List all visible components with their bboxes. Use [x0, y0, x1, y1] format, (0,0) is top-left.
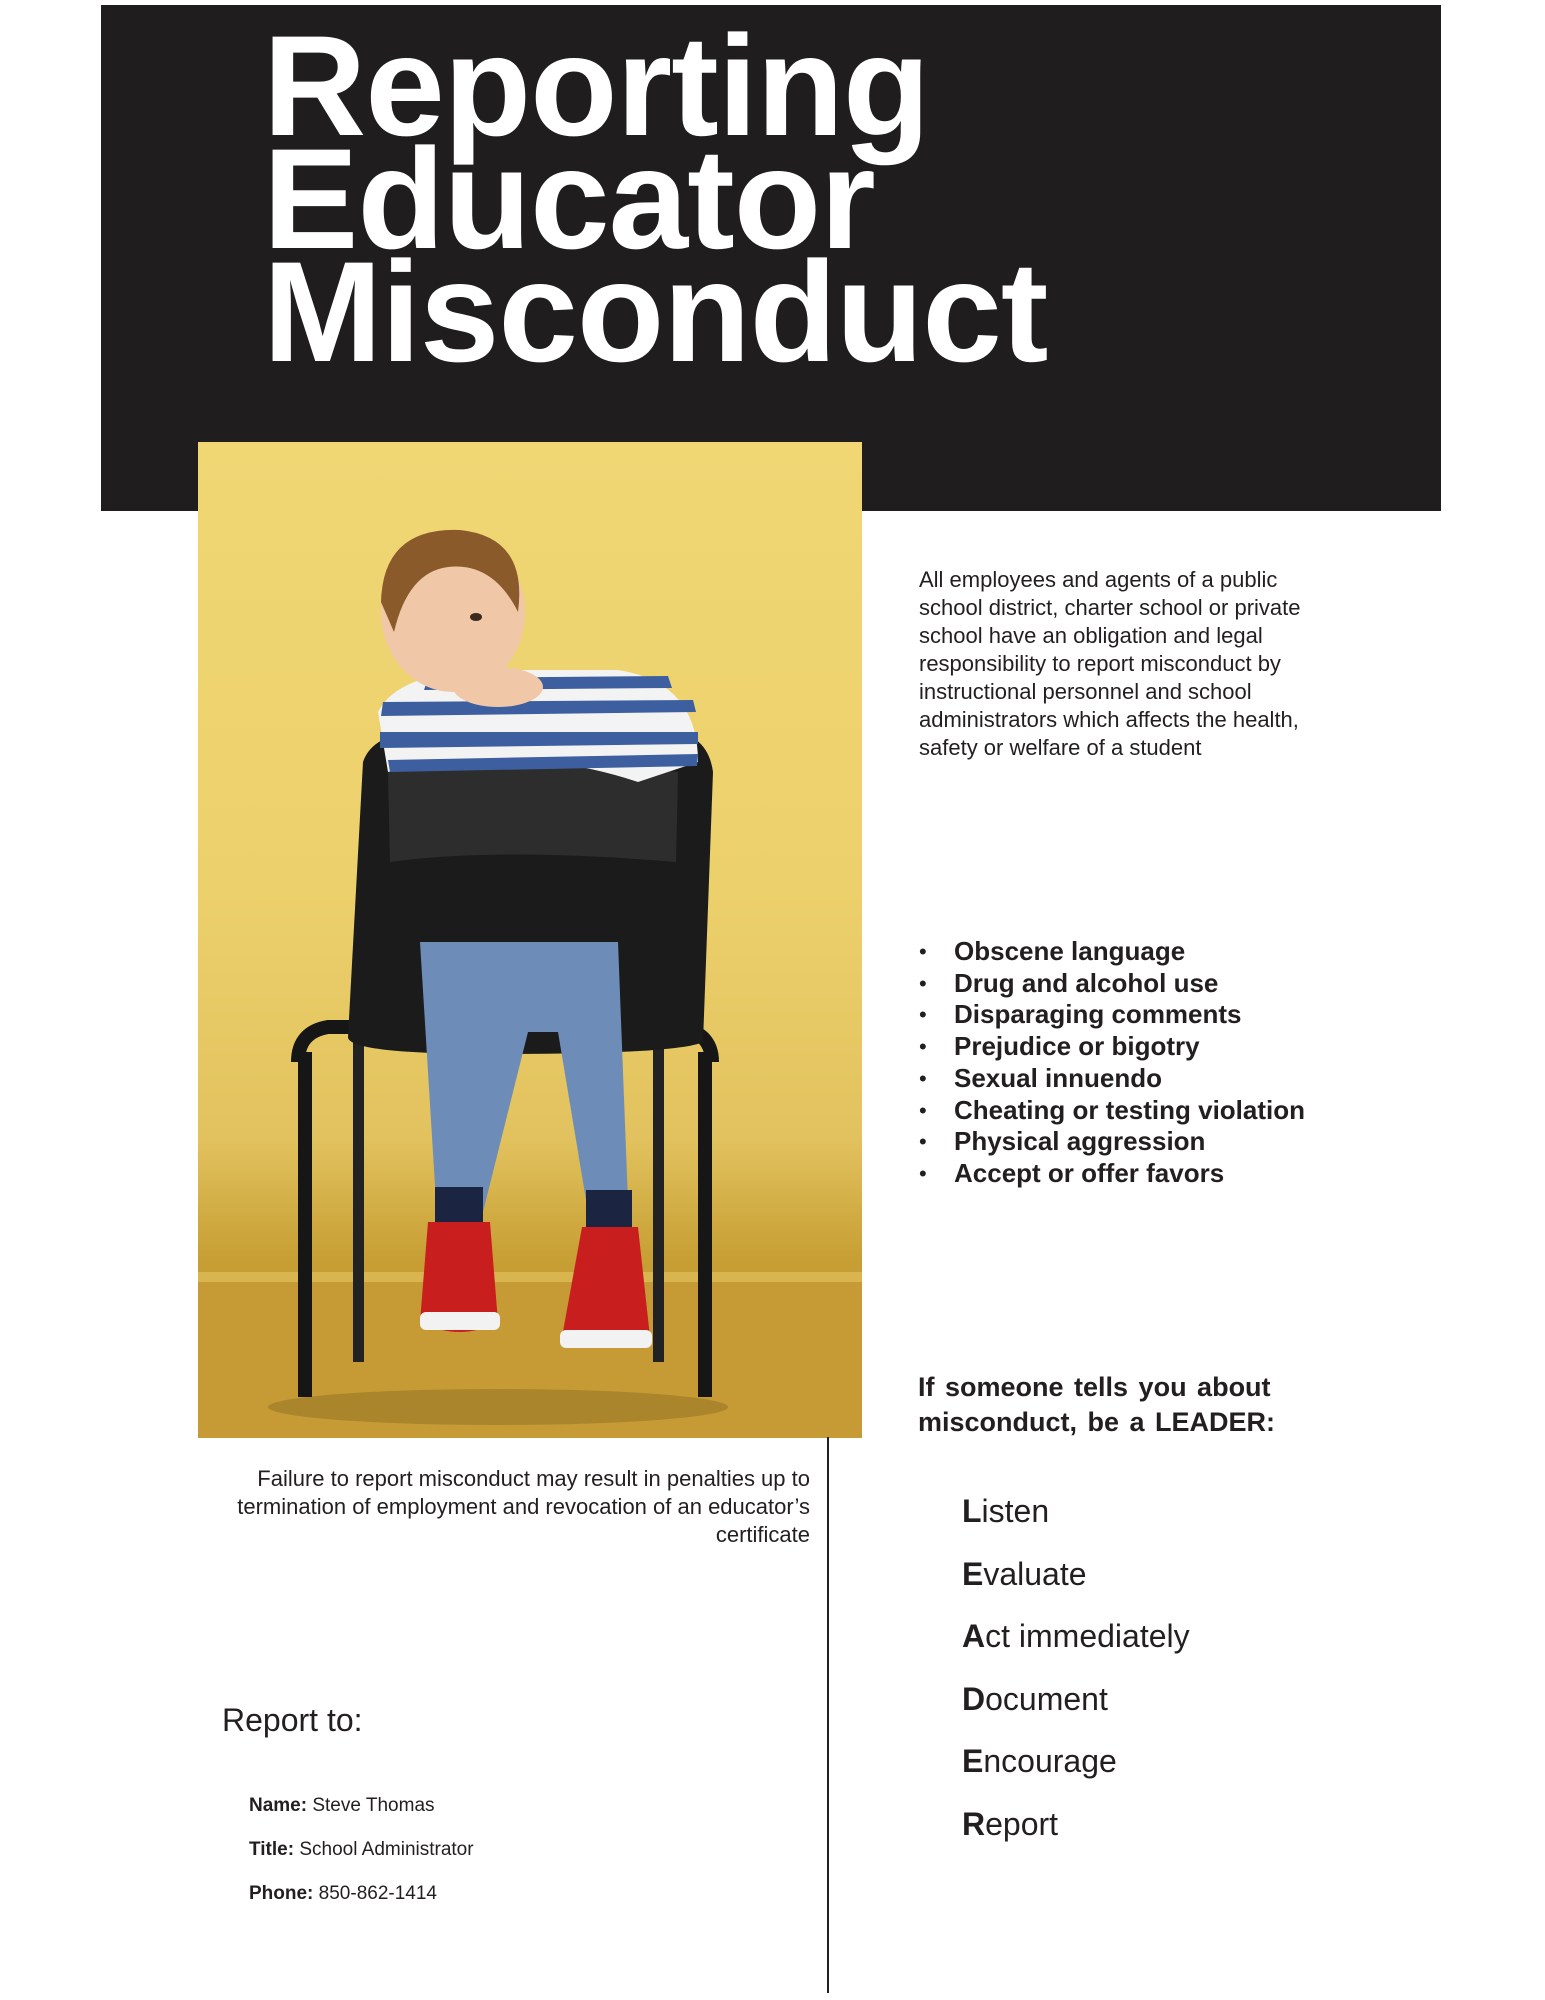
child-on-chair-photo: [198, 442, 862, 1438]
title-line-3: Misconduct: [263, 233, 1048, 392]
title-label: Title:: [249, 1839, 295, 1860]
chair-leg-back-left: [353, 1042, 364, 1362]
bullet-icon: •: [919, 1065, 927, 1091]
leader-steps: [962, 1480, 1190, 1855]
sock-left: [435, 1187, 483, 1227]
sneaker-right-sole: [560, 1330, 652, 1348]
name-value: Steve Thomas: [312, 1795, 435, 1816]
leader-step-document: Document: [962, 1680, 1108, 1717]
leader-heading: If someone tells you about misconduct, be a LEADER:: [918, 1372, 1276, 1437]
chair-leg-front-right: [698, 1052, 712, 1397]
sneaker-left-sole: [420, 1312, 500, 1330]
jeans: [420, 942, 628, 1212]
bullet-icon: •: [919, 1002, 927, 1028]
leader-step-encourage: Encourage: [962, 1743, 1117, 1779]
chair-shadow: [268, 1389, 728, 1425]
contact-name: [249, 1795, 435, 1817]
leader-step-evaluate: Evaluate: [962, 1555, 1087, 1592]
sock-right: [586, 1190, 632, 1228]
failure-warning: Failure to report misconduct may result in penalties up to termination of employment and revocation of an educator’s certificate: [237, 1466, 810, 1547]
list-item: • Drug and alcohol use: [919, 967, 1219, 998]
intro-paragraph: All employees and agents of a public school district, charter school or private school have an obligation and legal responsibility to report misconduct by instructional personnel and school administrators which affects the health, safety or welfare of a student: [919, 567, 1301, 760]
vertical-divider: [827, 1437, 829, 1993]
chair-leg-front-left: [298, 1052, 312, 1397]
list-item: • Disparaging comments: [919, 999, 1242, 1030]
bullet-icon: •: [919, 1160, 927, 1186]
bullet-icon: •: [919, 939, 927, 964]
report-to-heading: Report to:: [222, 1702, 363, 1738]
misconduct-list: [919, 936, 1305, 1190]
sneaker-right: [562, 1227, 650, 1346]
leader-step-listen: Listen: [962, 1493, 1050, 1529]
bullet-icon: •: [919, 1097, 927, 1123]
phone-value: 850-862-1414: [318, 1883, 437, 1904]
list-item: • Sexual innuendo: [919, 1062, 1163, 1093]
title-line-1: Reporting: [263, 7, 930, 166]
phone-label: Phone:: [249, 1883, 314, 1904]
bullet-icon: •: [919, 1034, 927, 1060]
title-value: School Administrator: [299, 1839, 474, 1860]
bullet-icon: •: [919, 1129, 927, 1155]
name-label: Name:: [249, 1795, 308, 1816]
title-line-2: Educator: [263, 120, 875, 279]
contact-title: [249, 1839, 474, 1861]
chair-leg-back-right: [653, 1042, 664, 1362]
leader-step-report: Report: [962, 1805, 1059, 1842]
leader-step-act: Act immediately: [962, 1618, 1190, 1654]
page-title: [263, 7, 1048, 392]
list-item: • Prejudice or bigotry: [919, 1031, 1200, 1062]
list-item: • Accept or offer favors: [919, 1157, 1225, 1188]
eye: [470, 613, 482, 621]
list-item: • Cheating or testing violation: [919, 1094, 1306, 1125]
bullet-icon: •: [919, 970, 927, 996]
contact-phone: [249, 1883, 437, 1905]
list-item: • Physical aggression: [919, 1126, 1206, 1157]
floor-edge: [198, 1272, 862, 1282]
list-item: • Obscene language: [919, 936, 1186, 966]
